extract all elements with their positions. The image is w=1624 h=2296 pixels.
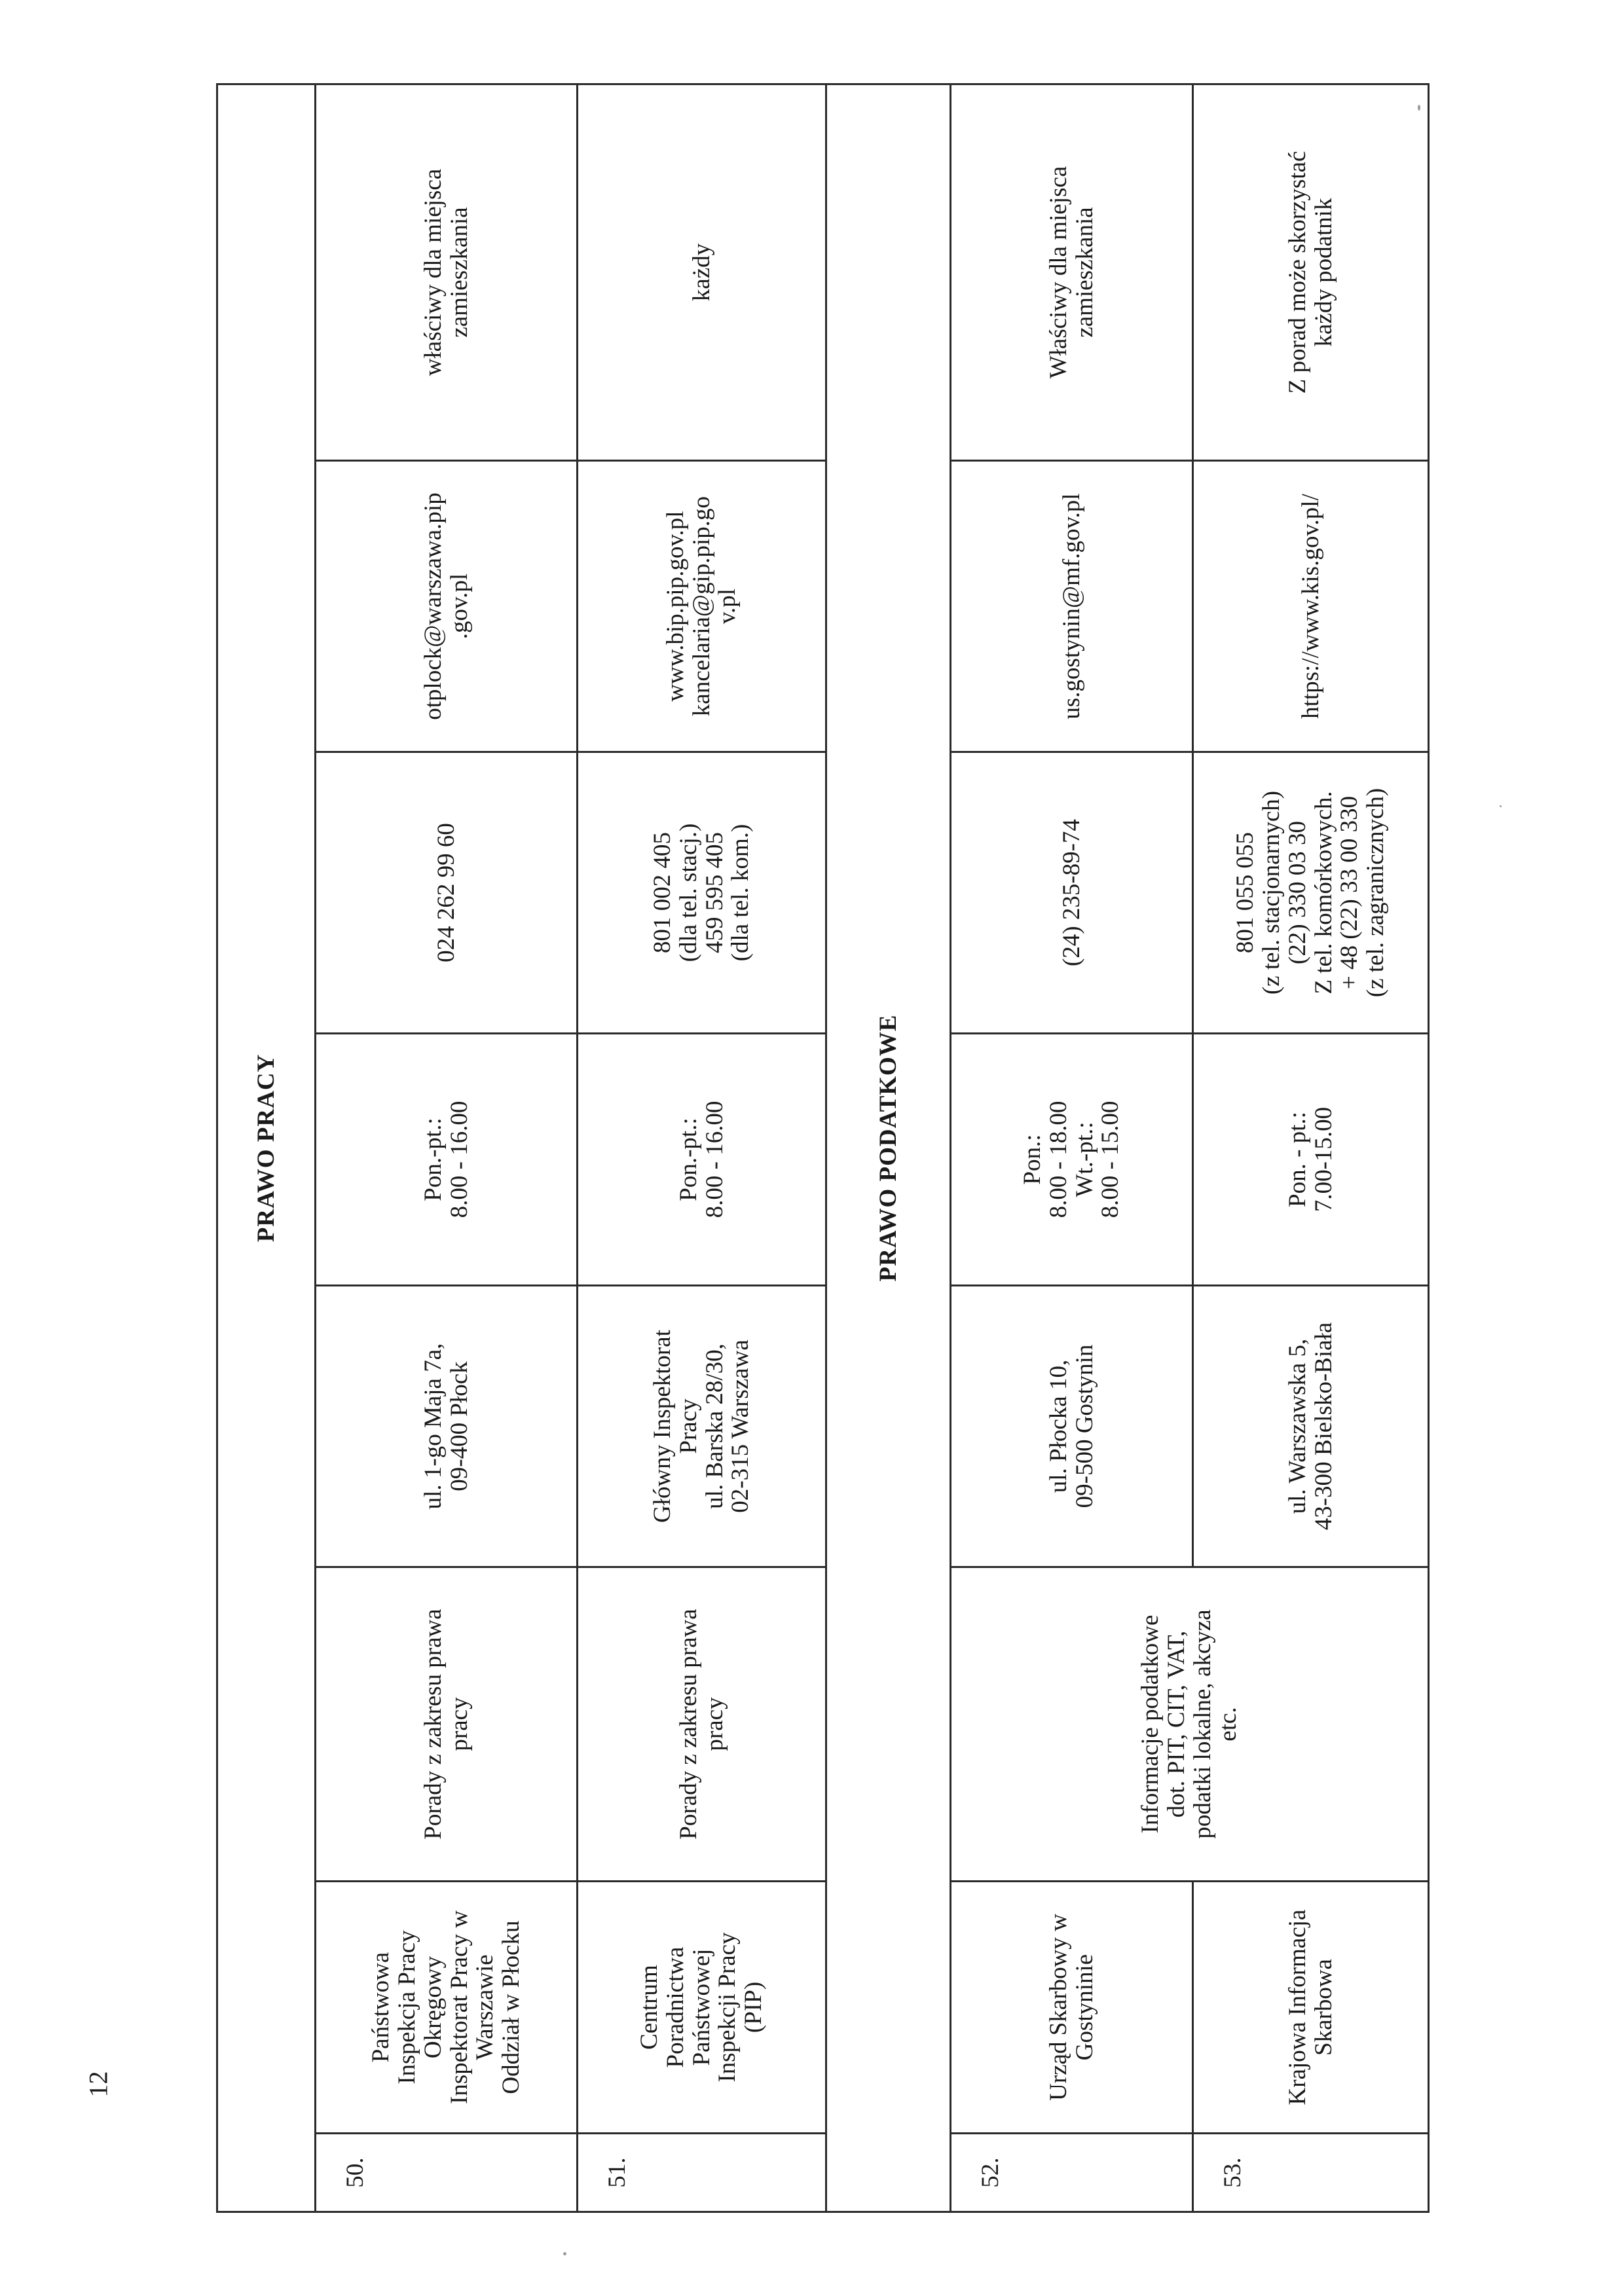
contact-cell: www.bip.pip.gov.pl kancelaria@gip.pip.go v.pl (578, 461, 826, 752)
eligibility-cell: każdy (578, 84, 826, 460)
address-cell: Główny Inspektorat Pracy ul. Barska 28/30, 02-315 Warszawa (578, 1286, 826, 1567)
legal-aid-table (216, 83, 1430, 2213)
hours-cell: Pon.-pt.: 8.00 - 16.00 (578, 1034, 826, 1286)
row-number: 52. (951, 2134, 1193, 2212)
row-number: 53. (1193, 2134, 1429, 2212)
scope-cell: Porady z zakresu prawa pracy (578, 1567, 826, 1882)
phone-cell: 024 262 99 60 (316, 752, 578, 1034)
scan-speck (1500, 805, 1502, 807)
table-row (316, 84, 578, 2212)
section-header-row (217, 84, 316, 2212)
hours-cell: Pon. - pt.: 7.00-15.00 (1193, 1034, 1429, 1286)
eligibility-cell: właściwy dla miejsca zamieszkania (316, 84, 578, 460)
contact-cell: us.gostynin@mf.gov.pl (951, 461, 1193, 752)
hours-cell: Pon.-pt.: 8.00 - 16.00 (316, 1034, 578, 1286)
address-cell: ul. Warszawska 5, 43-300 Bielsko-Biała (1193, 1286, 1429, 1567)
table-row (1193, 84, 1429, 2212)
phone-cell: (24) 235-89-74 (951, 752, 1193, 1034)
institution-cell: Krajowa Informacja Skarbowa (1193, 1882, 1429, 2134)
section-title: PRAWO PODATKOWE (826, 84, 951, 2212)
phone-cell: 801 055 055 (z tel. stacjonarnych) (22) 330 03 30 Z tel. komórkowych. + 48 (22) 33 00 330 (z tel. zagranicznych) (1193, 752, 1429, 1034)
row-number: 51. (578, 2134, 826, 2212)
section-header-row (826, 84, 951, 2212)
institution-cell: Centrum Poradnictwa Państwowej Inspekcji Pracy (PIP) (578, 1882, 826, 2134)
table-row (951, 84, 1193, 2212)
eligibility-cell: Z porad może skorzystać każdy podatnik (1193, 84, 1429, 460)
contact-cell: https://www.kis.gov.pl/ (1193, 461, 1429, 752)
scope-cell: Porady z zakresu prawa pracy (316, 1567, 578, 1882)
institution-cell: Urząd Skarbowy w Gostyninie (951, 1882, 1193, 2134)
address-cell: ul. Płocka 10, 09-500 Gostynin (951, 1286, 1193, 1567)
institution-cell: Państwowa Inspekcja Pracy Okręgowy Inspektorat Pracy w Warszawie Oddział w Płocku (316, 1882, 578, 2134)
row-number: 50. (316, 2134, 578, 2212)
eligibility-cell: Właściwy dla miejsca zamieszkania (951, 84, 1193, 460)
rotated-table-wrapper (216, 85, 1428, 2213)
section-title: PRAWO PRACY (217, 84, 316, 2212)
scan-speck (1418, 105, 1420, 111)
page-number: 12 (83, 2071, 113, 2098)
hours-cell: Pon.: 8.00 - 18.00 Wt.-pt.: 8.00 - 15.00 (951, 1034, 1193, 1286)
address-cell: ul. 1-go Maja 7a, 09-400 Płock (316, 1286, 578, 1567)
scan-speck (563, 2252, 566, 2255)
phone-cell: 801 002 405 (dla tel. stacj.) 459 595 405 (dla tel. kom.) (578, 752, 826, 1034)
scope-cell: Informacje podatkowe dot. PIT, CIT, VAT, podatki lokalne, akcyza etc. (951, 1567, 1429, 1882)
table-row (578, 84, 826, 2212)
contact-cell: otplock@warszawa.pip .gov.pl (316, 461, 578, 752)
